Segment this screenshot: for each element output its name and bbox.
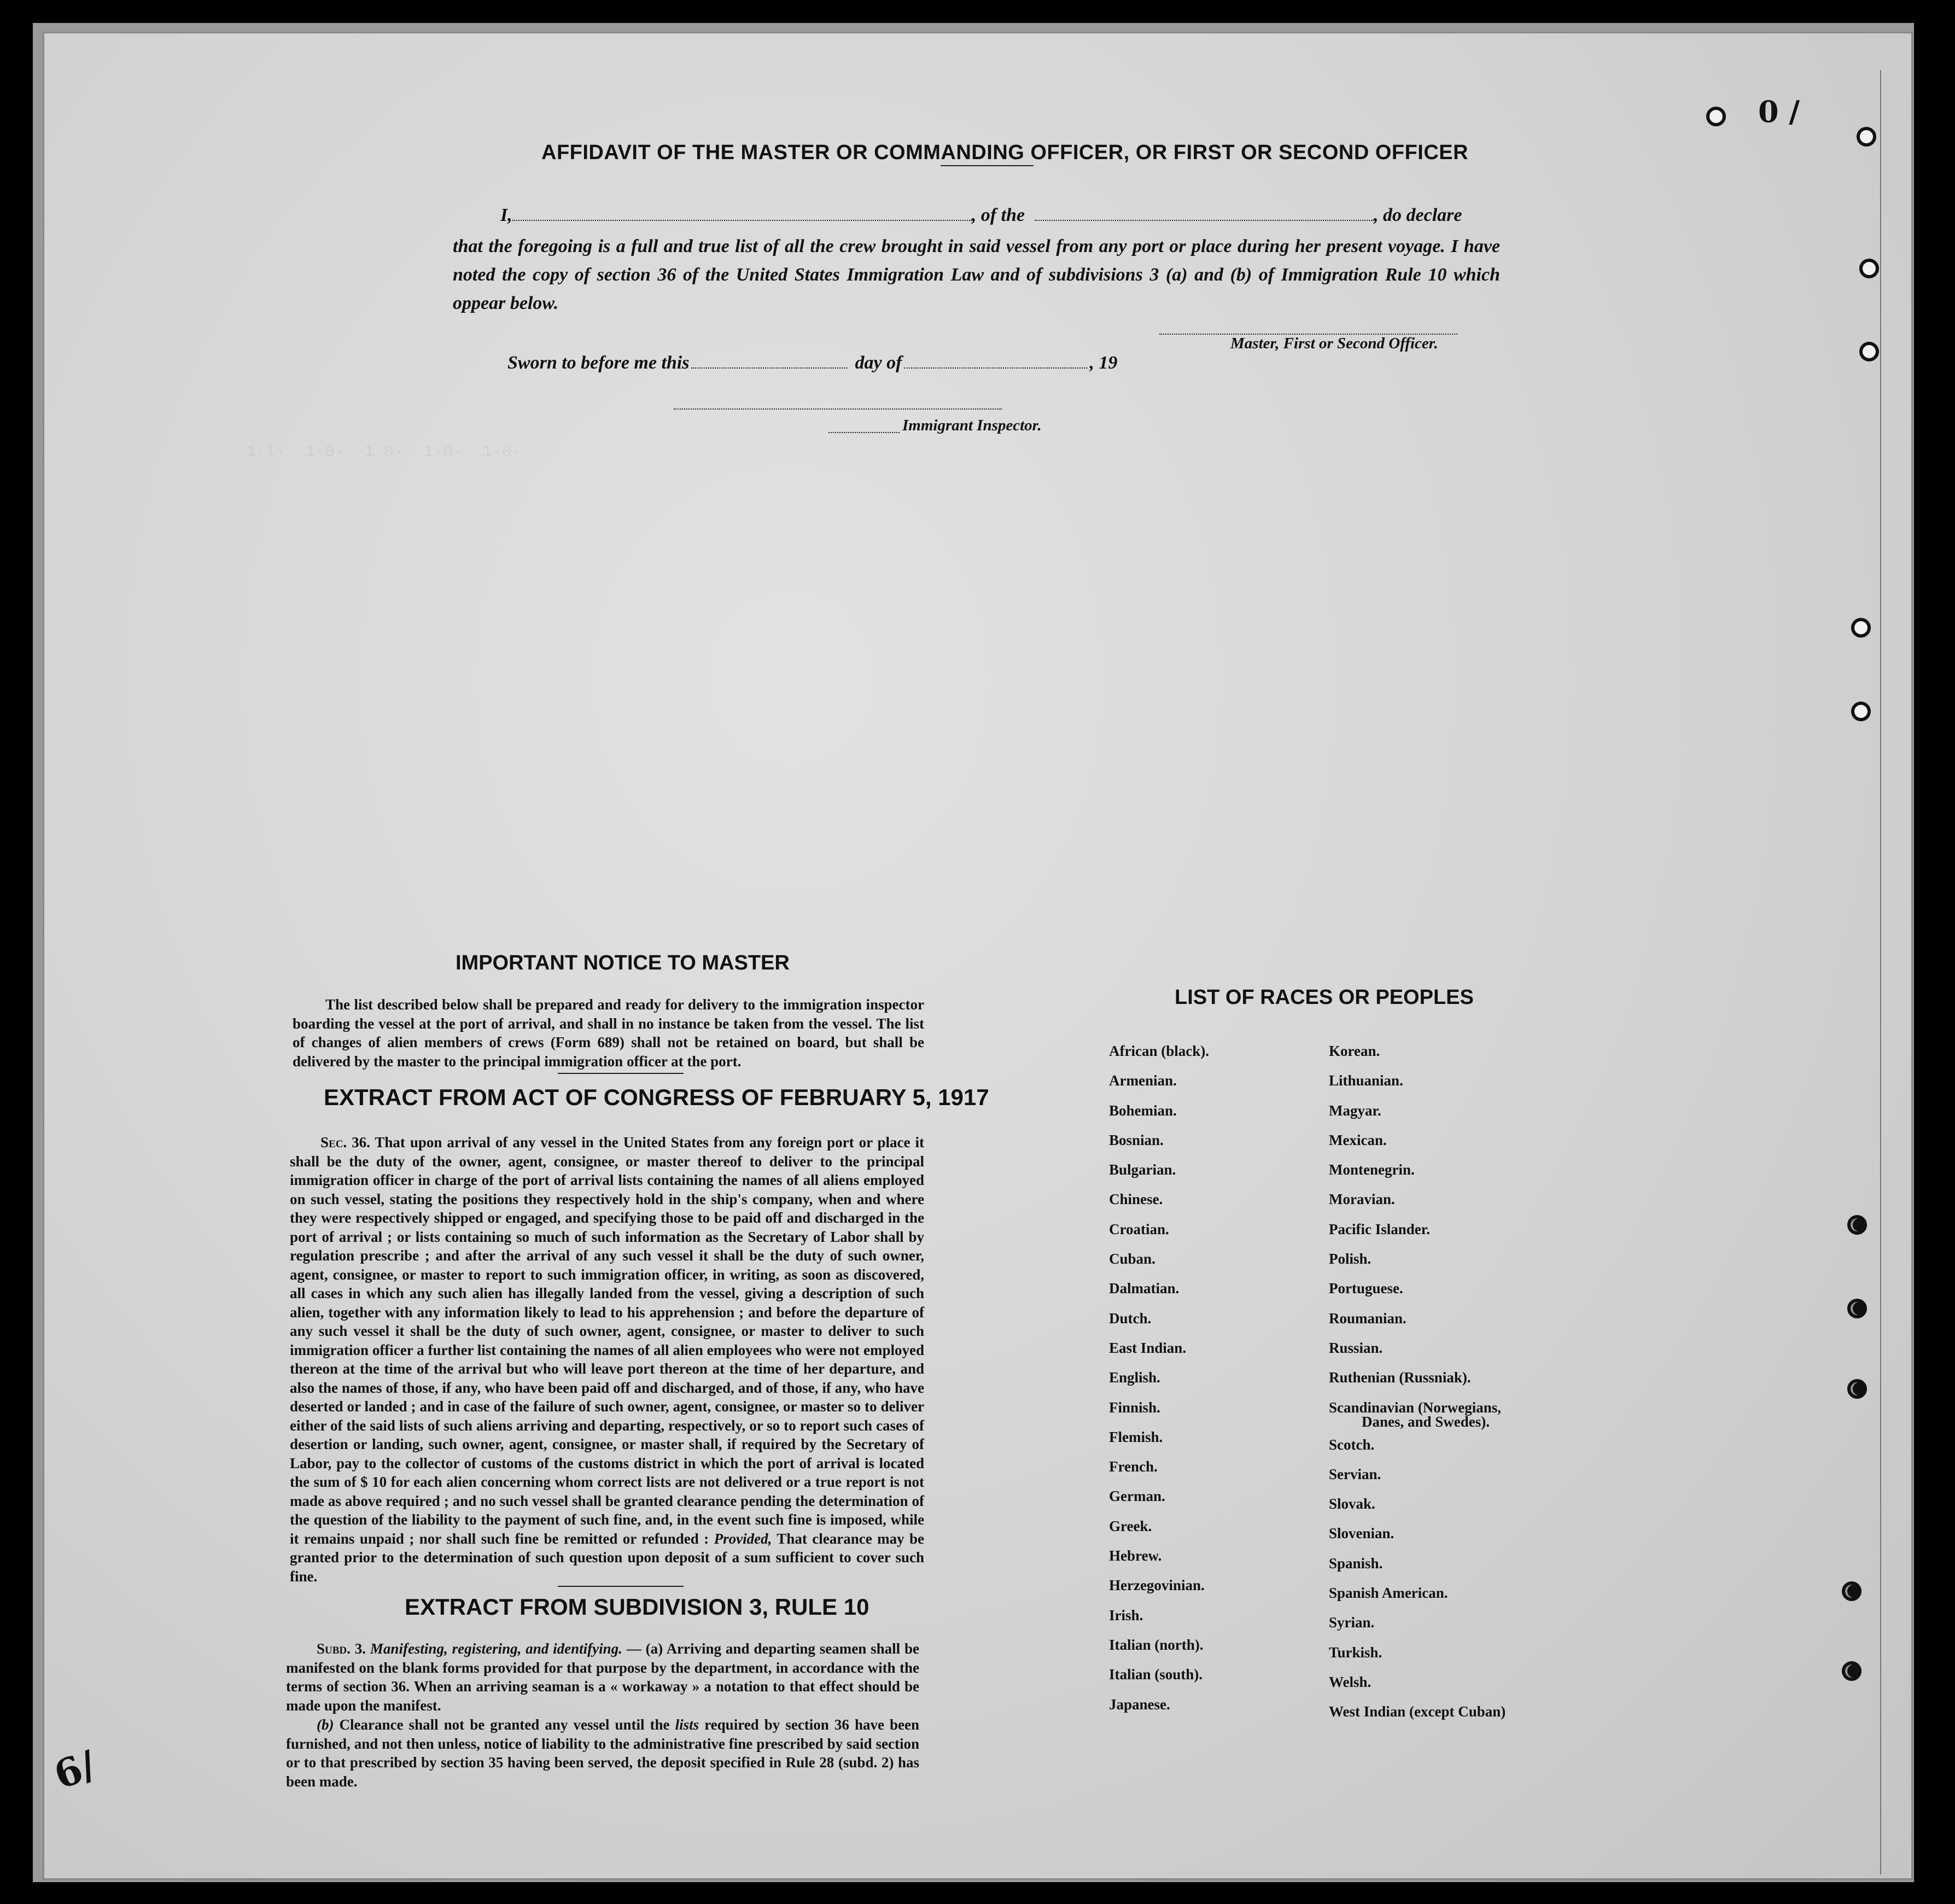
race-item: German. [1109,1488,1165,1505]
punch-hole [1847,1379,1867,1399]
race-item: Slovenian. [1329,1525,1394,1542]
race-item: Roumanian. [1329,1310,1407,1327]
race-item: Herzegovinian. [1109,1577,1205,1594]
race-item: Pacific Islander. [1329,1220,1430,1237]
notice-text: The list described below shall be prepared and ready for delivery to the immigration inspector boarding the vessel at the port of arrival, and shall in no instance be taken from the vessel. The list of changes of alien members of crews (Form 689) shall not be retained on board, but shall be delivered by the master to the principal immigration officer at the port. [293,996,924,1070]
handwritten-corner-mark: 6/ [48,1741,102,1798]
race-item: Spanish American. [1329,1585,1448,1602]
punch-hole [1857,127,1876,147]
race-item: Mexican. [1329,1131,1387,1148]
act-body-end: That clearance may be granted prior to the determination of such question upon deposit of a sum sufficient to cover such fine. [290,1530,925,1585]
race-item: Welsh. [1329,1673,1372,1690]
race-item: Chinese. [1109,1191,1163,1208]
affidavit-declaration-line [500,205,1507,226]
race-item: Flemish. [1109,1428,1163,1445]
race-item: Croatian. [1109,1220,1169,1237]
race-item: Magyar. [1329,1102,1381,1119]
race-item: Russian. [1329,1339,1383,1356]
punch-hole [1847,1299,1867,1318]
punch-hole [1842,1661,1861,1681]
rule-b-body-2: required by section 36 have been furnished, and not then unless, notice of liability to the administrative fine prescribed by said section or to that prescribed by section 35 having been served, the deposit specified in Rule 28 (subd. 2) has been made. [286,1716,919,1790]
race-item: Finnish. [1109,1399,1160,1416]
race-item: Bohemian. [1109,1102,1177,1119]
race-item: Montenegrin. [1329,1161,1415,1178]
race-item: Syrian. [1329,1614,1375,1631]
race-item: African (black). [1109,1043,1209,1059]
page-edge-line [1880,70,1881,1874]
rule-a-body: Arriving and departing seamen shall be manifested on the blank forms provided for that purpose by the department, in accordance with the terms of section 36. When an arriving seaman is a « workaway » a notation to that effect should be made upon the manifest. [286,1640,920,1714]
section-divider [558,1073,684,1074]
affidavit-body: that the foregoing is a full and true list of all the crew brought in said vessel from any port or place during her present voyage. I have noted the copy of section 36 of the United States Immigration Law and of subdivisions 3 (a) and (b) of Immigration Rule 10 which oppear below. [453,236,1500,313]
punch-hole [1851,618,1871,638]
punch-hole [1842,1581,1861,1601]
rule-b-lists: lists [675,1716,699,1733]
punch-hole [1847,1215,1867,1235]
race-item: Moravian. [1329,1191,1395,1208]
punch-hole [1851,702,1871,721]
race-item: Italian (north). [1109,1636,1204,1653]
race-item: Servian. [1329,1465,1381,1482]
race-item: English. [1109,1369,1160,1386]
name-blank[interactable] [512,207,972,221]
rule-a-label: — (a) [626,1640,663,1657]
race-item: Slovak. [1329,1496,1375,1512]
race-item: Portuguese. [1329,1280,1403,1297]
day-of-text: day of [855,353,902,373]
affidavit-i: I, [500,205,512,225]
sworn-text: Sworn to before me this [507,353,690,373]
punch-hole [1859,259,1879,278]
race-item: Korean. [1329,1043,1380,1059]
races-right-column [1329,1036,1505,1727]
inspector-short-line [828,431,900,433]
punch-hole [1859,342,1879,361]
bleed-through-text: 1·I· 1·0· 1·0· 1·0· 1·0· [246,443,522,462]
race-item: Ruthenian (Russniak). [1329,1369,1471,1386]
sworn-line [507,353,1117,373]
race-item: Bulgarian. [1109,1161,1176,1178]
act-body: That upon arrival of any vessel in the United States from any foreign port or place it shall be the duty of the owner, agent, consignee, or master thereof to deliver to the principal immigration officer in charge of the port of arrival lists containing the names of all aliens employed on such vessel, stating the positions they respectively hold in the ship's company, when and where they were respectively shipped or engaged, and specifying those to be paid off and discharged in the port of arrival ; or lists containing so much of such information as the Secretary of Labor shall by regulation prescribe ; and after the arrival of any such vessel it shall be the duty of such owner, agent, consignee, or master to report to such immigration officer, in writing, as soon as discovered, all cases in which any such alien has illegally landed from the vessel, giving a description of such alien, together with any information likely to lead to his apprehension ; and before the departure of any such vessel it shall be the duty of such owner, agent, consignee, or master to deliver to such immigration officer a further list containing the names of all alien employees who were not employed thereon at the time of the arrival but who will leave port thereon at the time of her departure, and also the names of those, if any, who have been paid off and discharged, and of those, if any, who have deserted or landed ; and in case of the failure of such owner, agent, consignee, or master so to deliver either of the said lists of such aliens arriving and departing, respectively, or so to report such cases of desertion or landing, such owner, agent, consignee, or master shall, if required by the Secretary of Labor, pay to the collector of customs of the customs district in which the port of arrival is located the sum of $ 10 for each alien concerning whom correct lists are not delivered or a true report is not made as above required ; and no such vessel shall be granted clearance pending the determination of the question of the liability to the payment of such fine, and, in the event such fine is imposed, while it remains unpaid ; nor shall such fine be remitted or refunded : [290,1134,924,1547]
affidavit-title: AFFIDAVIT OF THE MASTER OR COMMANDING OFFICER, OR FIRST OR SECOND OFFICER [541,141,1469,164]
race-item: Polish. [1329,1251,1372,1268]
race-item: Armenian. [1109,1072,1177,1089]
race-item: Dutch. [1109,1310,1152,1327]
race-item: Lithuanian. [1329,1072,1403,1089]
year-prefix: , 19 [1089,353,1118,373]
section-divider [558,1586,684,1587]
act-provided: Provided, [714,1530,772,1547]
rule-b-label: (b) [317,1716,334,1733]
race-item: Japanese. [1109,1696,1170,1713]
race-item: Dalmatian. [1109,1280,1180,1297]
rule-title: EXTRACT FROM SUBDIVISION 3, RULE 10 [405,1594,869,1620]
race-item: Scandinavian (Norwegians, [1329,1399,1502,1416]
sworn-day-blank[interactable] [691,354,847,369]
inspector-label: Immigrant Inspector. [902,417,1042,434]
race-item: Hebrew. [1109,1547,1162,1564]
race-item: Irish. [1109,1607,1143,1623]
sworn-month-blank[interactable] [904,354,1087,369]
act-text [290,1133,924,1586]
race-item: Greek. [1109,1517,1152,1534]
rule-b-body-1: Clearance shall not be granted any vessel until the [339,1716,670,1733]
title-underline [941,165,1034,166]
rule-subd-label: Subd. 3. [317,1640,366,1657]
race-item: East Indian. [1109,1339,1187,1356]
act-section-label: Sec. 36. [320,1134,370,1150]
race-item: Scotch. [1329,1436,1375,1453]
punch-hole [1706,107,1726,126]
rule-b-text [286,1715,919,1791]
race-item: Italian (south). [1109,1666,1203,1683]
race-item: Spanish. [1329,1555,1383,1572]
vessel-blank[interactable] [1035,207,1374,221]
notice-title: IMPORTANT NOTICE TO MASTER [456,951,790,974]
race-item: Bosnian. [1109,1131,1164,1148]
rule-subd-heading: Manifesting, registering, and identifying. [370,1640,622,1657]
inspector-signature-line[interactable] [674,407,1002,410]
handwritten-top-mark: 0 / [1758,94,1800,129]
affidavit-declare: , do declare [1374,205,1462,225]
affidavit-of-the: , of the [971,205,1025,225]
master-signature-label: Master, First or Second Officer. [1230,335,1438,352]
races-left-column [1109,1036,1209,1719]
rule-a-text [286,1639,919,1715]
race-item: Turkish. [1329,1644,1382,1661]
races-title: LIST OF RACES OR PEOPLES [1175,986,1474,1009]
act-title: EXTRACT FROM ACT OF CONGRESS OF FEBRUARY 5, 1917 [324,1084,989,1110]
race-item: Cuban. [1109,1251,1156,1268]
race-item: French. [1109,1458,1158,1475]
race-item: Danes, and Swedes). [1362,1413,1490,1430]
race-item: West Indian (except Cuban) [1329,1703,1506,1720]
